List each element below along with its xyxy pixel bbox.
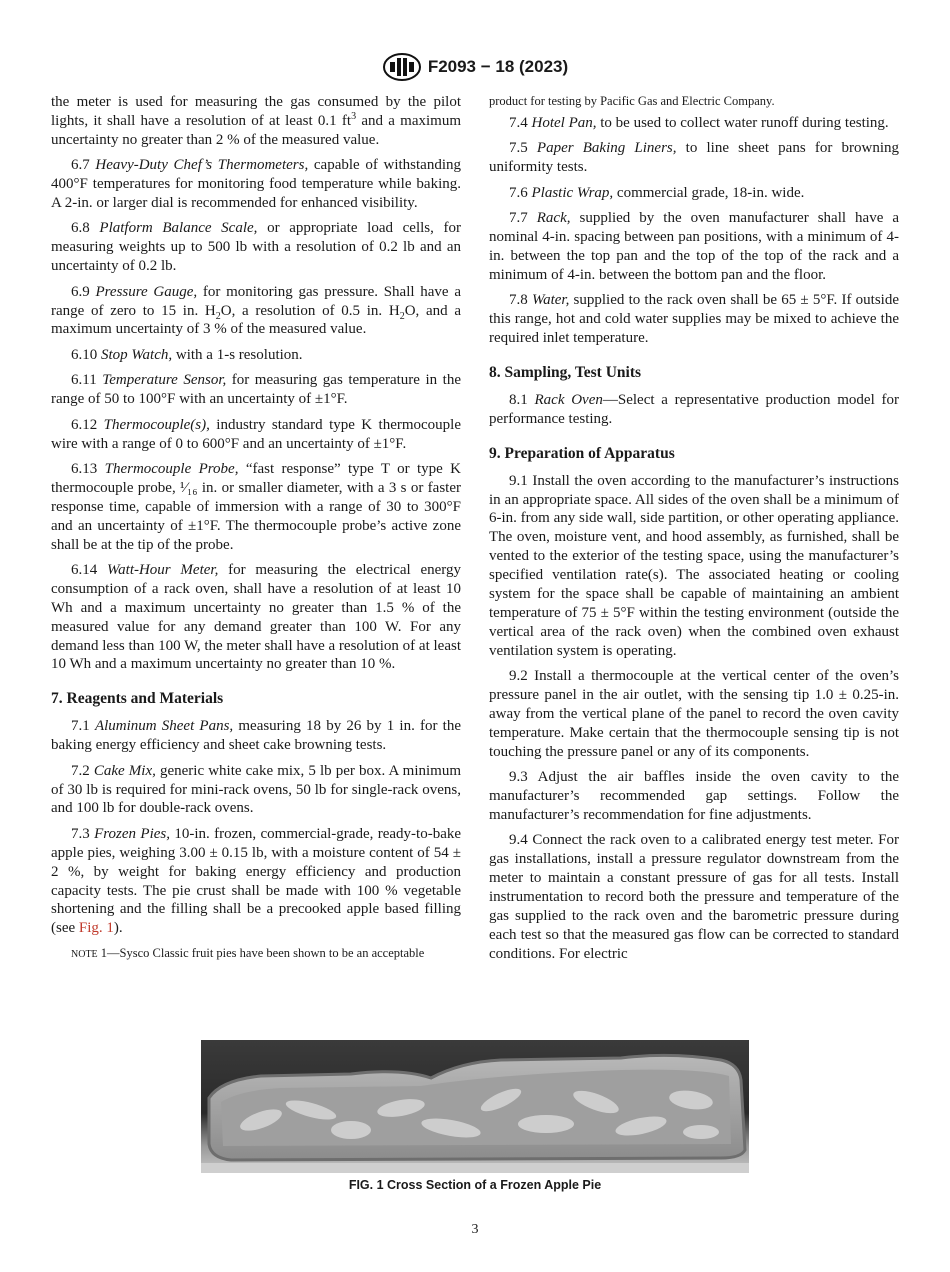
note-1-cont: product for testing by Pacific Gas and Electric Company. xyxy=(489,94,775,108)
section-6-9: 6.9 Pressure Gauge, for monitoring gas pressure. Shall have a range of zero to 15 in. $H_2O$, a resolution of 0.5 in. $H_2O$, and a maximum uncertainty of 3 % of the measured value. xyxy=(51,283,461,338)
section-9-2: 9.2 Install a thermocouple at the vertical center of the oven’s pressure panel in the air outlet, with the sensing tip 1.0 ± 0.25-in. away from the vertical plane of the panel to record the oven cavity temperature. Make certain that the thermocouple sensing tip is not touching the pressure panel or any of its components. xyxy=(489,668,899,760)
figure-caption: FIG. 1 Cross Section of a Frozen Apple Pie xyxy=(348,1178,602,1192)
page-header xyxy=(0,52,950,82)
section-6-13: 6.13 Thermocouple Probe, “fast response” type T or type K thermocouple probe, ¹⁄₁₆ in. or smaller diameter, with a 3 s or faster response time, capable of immersion with a range of 30 to 300°F and an uncertainty of ±1°F. The thermocouple probe’s active zone shall be at the tip of the probe. xyxy=(51,460,461,553)
section-7-5: 7.5 Paper Baking Liners, to line sheet pans for browning uniformity tests. xyxy=(489,140,899,176)
note-1: NOTE 1—Sysco Classic fruit pies have been shown to be an acceptable xyxy=(71,945,425,960)
fig-1-link[interactable]: Fig. 1 xyxy=(78,920,114,937)
section-6-10: 6.10 Stop Watch, with a 1-s resolution. xyxy=(71,346,303,363)
paragraph-6-6-cont: the meter is used for measuring the gas consumed by the pilot lights, it shall have a resolution of at least 0.1 $ft^3$ and a maximum uncertainty no greater than 2 % of the measured value. xyxy=(51,94,461,148)
section-9-4: 9.4 Connect the rack oven to a calibrated energy test meter. For gas installations, install a pressure regulator downstream from the meter to maintain a constant pressure of gas for all tests. Install instrumentation to record both the pressure and temperature of the gas supplied to the rack oven and the barometric pressure during each test so that the measured gas flow can be corrected to standard conditions. For electric xyxy=(489,832,899,962)
section-7-4: 7.4 Hotel Pan, to be used to collect water runoff during testing. xyxy=(509,115,889,131)
section-9-1: 9.1 Install the oven according to the manufacturer’s instructions in an appropriate space. All sides of the oven shall be a minimum of 6-in. from any side wall, side partition, or other operating appliance. The oven, moisture vent, and hood assembly, as furnished, shall be vented to the exterior of the testing space, using the manufacturer’s specified ventilation rate(s). The associated heating or cooling system for the space shall be capable of maintaining an ambient temperature of 75 ± 5°F within the testing environment (outside the vertical area of the rack oven) when the combined oven exhaust ventilation system is operating. xyxy=(489,472,899,659)
section-6-12: 6.12 Thermocouple(s), industry standard type K thermocouple wire with a range of 0 to 600°F and an uncertainty of ±1°F. xyxy=(51,416,461,452)
page-number: 3 xyxy=(471,1222,479,1237)
section-9-3: 9.3 Adjust the air baffles inside the oven cavity to the manufacturer’s recommended gap settings. Follow the manufacturer’s recommendation for fine adjustments. xyxy=(489,769,899,823)
section-7-3: 7.3 Frozen Pies, 10-in. frozen, commercial-grade, ready-to-bake apple pies, weighing 3.00 ± 0.15 lb, with a moisture content of 54 ± 2 %, by weight for baking energy efficiency and production capacity tests. The pie crust shall be made with 100 % vegetable shortening and the filling shall be a precooked apple based filling (see Fig. 1). xyxy=(51,825,462,937)
heading-9: 9. Preparation of Apparatus xyxy=(489,444,675,462)
heading-8: 8. Sampling, Test Units xyxy=(489,363,642,381)
pie-cross-section-photo xyxy=(201,1040,749,1173)
section-7-2: 7.2 Cake Mix, generic white cake mix, 5 lb per box. A minimum of 30 lb is required for mini-rack ovens, 50 lb for single-rack ovens, and 100 lb for double-rack ovens. xyxy=(51,762,462,817)
heading-7: 7. Reagents and Materials xyxy=(51,690,224,708)
standard-id: F2093 − 18 (2023) xyxy=(427,57,569,76)
section-6-14: 6.14 Watt-Hour Meter, for measuring the electrical energy consumption of a rack oven, shall have a resolution of at least 10 Wh and a maximum uncertainty no greater than 1.5 % of the measured value for any demand greater than 100 W. For any demand less than 100 W, the meter shall have a resolution of at least 10 Wh and a maximum uncertainty no greater than 10 %. xyxy=(51,561,461,673)
section-6-8: 6.8 Platform Balance Scale, or appropriate load cells, for measuring weights up to 500 lb with a resolution of 0.2 lb and an uncertainty of 0.2 lb. xyxy=(51,220,462,275)
section-7-8: 7.8 Water, supplied to the rack oven shall be 65 ± 5°F. If outside this range, hot and cold water supplies may be mixed to achieve the required inlet temperature. xyxy=(489,292,899,347)
right-column xyxy=(489,93,899,970)
section-7-1: 7.1 Aluminum Sheet Pans, measuring 18 by 26 by 1 in. for the baking energy efficiency and sheet cake browning tests. xyxy=(51,718,461,754)
section-6-11: 6.11 Temperature Sensor, for measuring gas temperature in the range of 50 to 100°F with an uncertainty of ±1°F. xyxy=(51,372,461,408)
astm-logo-icon xyxy=(382,52,422,82)
section-7-6: 7.6 Plastic Wrap, commercial grade, 18-in. wide. xyxy=(509,184,805,201)
section-8-1: 8.1 Rack Oven—Select a representative production model for performance testing. xyxy=(489,391,899,427)
section-6-7: 6.7 Heavy-Duty Chef’s Thermometers, capable of withstanding 400°F temperatures for monitoring food temperature while baking. A 2-in. or larger dial is recommended for enhanced visibility. xyxy=(51,157,462,212)
left-column xyxy=(51,93,461,969)
section-7-7: 7.7 Rack, supplied by the oven manufacturer shall have a nominal 4-in. spacing between pan positions, with a minimum of 4-in. between the top pan and the top of the top of the rack and a minimum of 4-in. between the bottom pan and the floor. xyxy=(489,210,899,283)
